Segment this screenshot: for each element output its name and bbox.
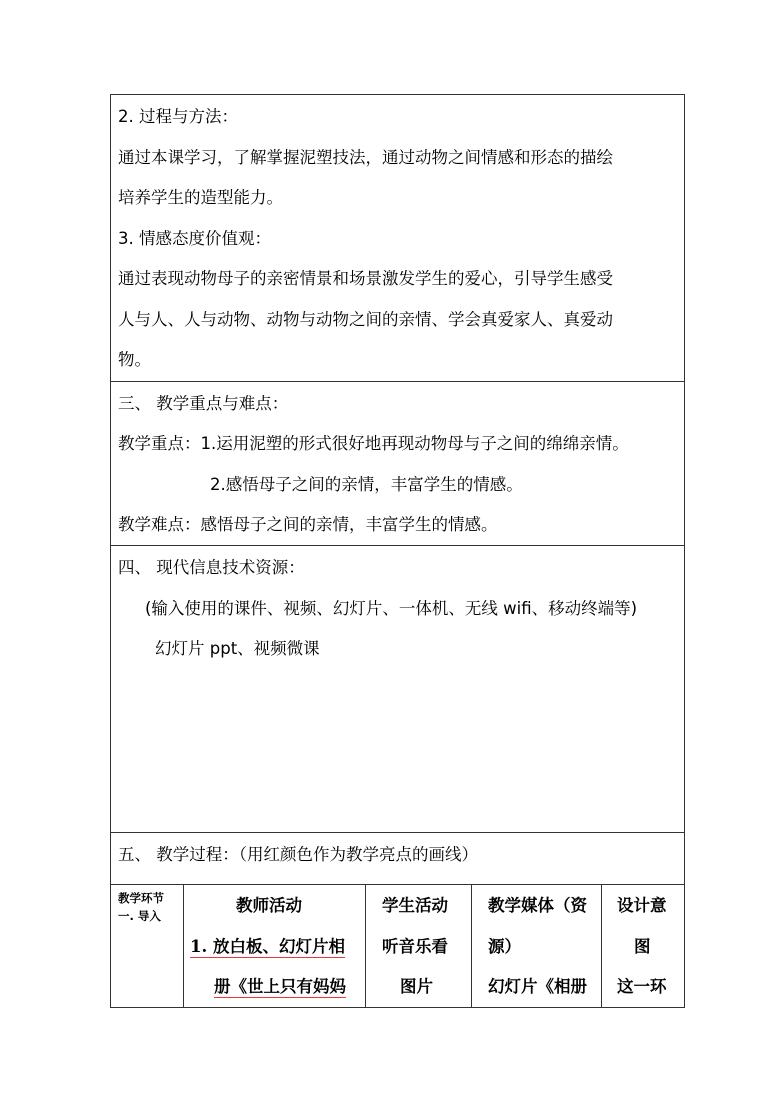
- teacher-activity-header: 教师活动: [236, 896, 302, 915]
- column-divider: [601, 884, 602, 1008]
- media-header: 教学媒体（资: [488, 896, 587, 915]
- column-divider: [183, 884, 184, 1008]
- design-intent-header: 设计意: [617, 896, 667, 915]
- media-header-cont: 源）: [488, 937, 521, 956]
- difficulty-line: 教学难点：感悟母子之间的亲情，丰富学生的情感。: [118, 515, 498, 534]
- row-divider: [110, 884, 685, 885]
- emotion-values-text-line: 通过表现动物母子的亲密情景和场景激发学生的爱心，引导学生感受: [118, 269, 613, 288]
- resources-heading: 四、 现代信息技术资源：: [118, 558, 305, 577]
- resources-note: (输入使用的课件、视频、幻灯片、一体机、无线 wifi、移动终端等): [145, 599, 638, 618]
- column-divider: [471, 884, 472, 1008]
- student-activity-line: 听音乐看: [382, 937, 448, 956]
- process-heading: 五、 教学过程：（用红颜色作为教学亮点的画线）: [118, 845, 478, 864]
- teacher-activity-line: [214, 976, 346, 998]
- emotion-values-text-line: 人与人、人与动物、动物与动物之间的亲情、学会真爱家人、真爱动: [118, 310, 613, 329]
- emotion-values-text-line: 物。: [118, 350, 151, 369]
- emotion-values-heading: 3. 情感态度价值观：: [118, 229, 271, 248]
- row-divider: [110, 545, 685, 546]
- stage-value: 一. 导入: [118, 909, 161, 923]
- teacher-activity-highlight: 册《世上只有妈妈: [214, 977, 346, 996]
- row-divider: [110, 381, 685, 382]
- student-activity-header: 学生活动: [382, 896, 448, 915]
- process-method-text-line: 培养学生的造型能力。: [118, 188, 283, 207]
- key-point-line: 2.感悟母子之间的亲情，丰富学生的情感。: [210, 475, 523, 494]
- resources-value: 幻灯片 ppt、视频微课: [155, 639, 320, 658]
- row-divider: [110, 832, 685, 833]
- column-divider: [365, 884, 366, 1008]
- design-intent-header-cont: 图: [634, 937, 651, 956]
- student-activity-line: 图片: [400, 977, 433, 996]
- process-method-text-line: 通过本课学习，了解掌握泥塑技法，通过动物之间情感和形态的描绘: [118, 148, 613, 167]
- stage-header: 教学环节: [118, 891, 164, 905]
- key-point-line: 教学重点：1.运用泥塑的形式很好地再现动物母与子之间的绵绵亲情。: [118, 434, 629, 453]
- process-method-heading: 2. 过程与方法：: [118, 107, 238, 126]
- teacher-activity-line: [190, 936, 345, 958]
- key-points-heading: 三、 教学重点与难点：: [118, 394, 289, 413]
- design-intent-line: 这一环: [617, 977, 667, 996]
- teacher-activity-highlight: 1. 放白板、幻灯片相: [190, 937, 345, 956]
- media-line: 幻灯片《相册: [488, 977, 587, 996]
